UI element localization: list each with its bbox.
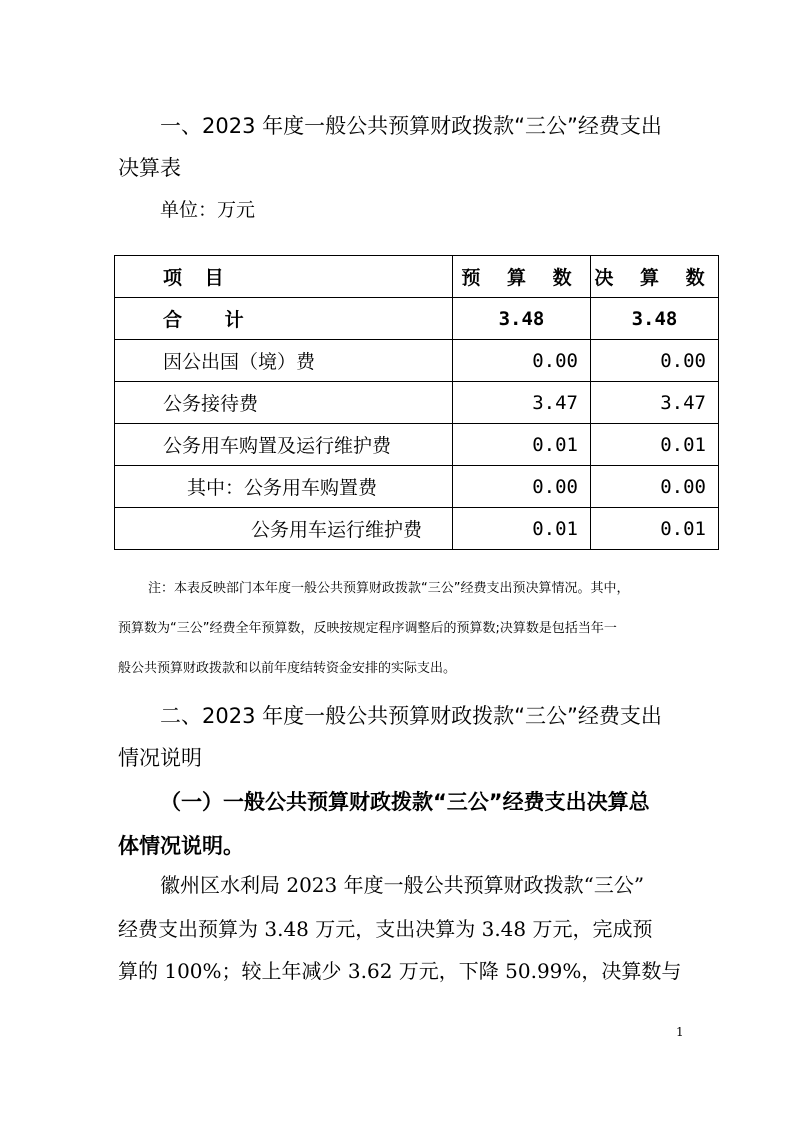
row-budget: 3.48 [453,298,591,340]
table-row [115,424,719,466]
three-public-expenses-table [114,255,719,550]
table-row [115,382,719,424]
section2-title-line2: 情况说明 [118,746,202,770]
row-label: 合 计 [115,298,453,340]
row-label: 公务接待费 [115,382,453,424]
table-header-row [115,256,719,298]
row-final: 3.47 [591,382,719,424]
body-paragraph-line2: 经费支出预算为 3.48 万元，支出决算为 3.48 万元，完成预 [118,917,653,941]
row-label: 公务用车购置及运行维护费 [115,424,453,466]
subsection-title-line1: （一）一般公共预算财政拨款“三公”经费支出决算总 [160,790,650,814]
table-note-line3: 般公共预算财政拨款和以前年度结转资金安排的实际支出。 [118,661,457,676]
table-row [115,466,719,508]
unit-label: 单位：万元 [160,199,256,221]
row-final: 3.48 [591,298,719,340]
row-budget: 0.00 [453,340,591,382]
row-budget: 0.01 [453,508,591,550]
subsection-title-line2: 体情况说明。 [118,834,244,858]
body-paragraph-line3: 算的 100%；较上年减少 3.62 万元，下降 50.99%，决算数与 [118,959,682,983]
row-final: 0.00 [591,340,719,382]
row-final: 0.01 [591,508,719,550]
table-row [115,340,719,382]
table-row [115,508,719,550]
row-budget: 0.01 [453,424,591,466]
table-note-line1: 注：本表反映部门本年度一般公共预算财政拨款“三公”经费支出预决算情况。其中， [148,581,630,596]
body-paragraph-line1: 徽州区水利局 2023 年度一般公共预算财政拨款“三公” [160,873,645,897]
table-note-line2: 预算数为“三公”经费全年预算数，反映按规定程序调整后的预算数;决算数是包括当年一 [118,621,617,636]
row-budget: 0.00 [453,466,591,508]
row-label: 其中：公务用车购置费 [115,466,453,508]
row-budget: 3.47 [453,382,591,424]
row-label: 公务用车运行维护费 [115,508,453,550]
header-item: 项 目 [115,256,453,298]
row-label: 因公出国（境）费 [115,340,453,382]
table-row-total [115,298,719,340]
section1-title-line2: 决算表 [118,156,181,180]
header-budget: 预 算 数 [453,256,591,298]
section1-title-line1: 一、2023 年度一般公共预算财政拨款“三公”经费支出 [160,114,662,138]
row-final: 0.01 [591,424,719,466]
row-final: 0.00 [591,466,719,508]
page-number: 1 [676,1025,684,1039]
header-final: 决 算 数 [591,256,719,298]
section2-title-line1: 二、2023 年度一般公共预算财政拨款“三公”经费支出 [160,704,662,728]
